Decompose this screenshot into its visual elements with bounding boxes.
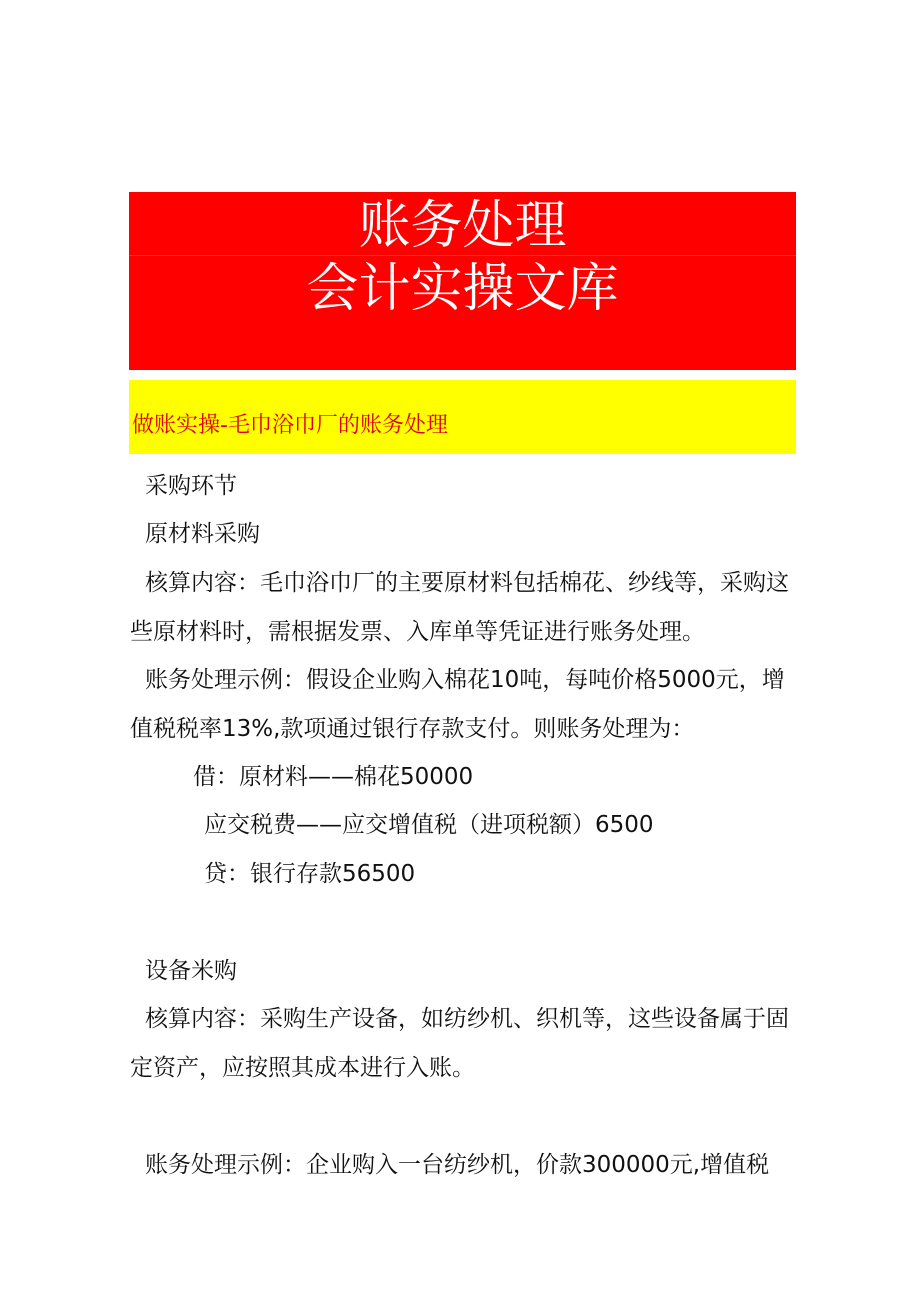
subtitle-text: 做账实操-毛巾浴巾厂的账务处理 <box>132 413 448 438</box>
journal-entry-debit: 应交税费——应交增值税（进项税额）6500 <box>204 812 654 838</box>
paragraph-line: 账务处理示例：企业购入一台纺纱机，价款300000元,增值税 <box>145 1152 770 1178</box>
paragraph-line: 定资产，应按照其成本进行入账。 <box>130 1055 475 1081</box>
journal-entry-debit: 借：原材料——棉花50000 <box>193 764 474 790</box>
subtitle-bar <box>129 380 796 454</box>
paragraph-line: 些原材料时，需根据发票、入库单等凭证进行账务处理。 <box>130 619 705 645</box>
paragraph-line: 值税税率13%,款项通过银行存款支付。则账务处理为： <box>130 716 695 742</box>
paragraph-line: 账务处理示例：假设企业购入棉花10吨，每吨价格5000元，增 <box>145 667 785 693</box>
paragraph-line: 核算内容：采购生产设备，如纺纱机、织机等，这些设备属于固 <box>145 1006 789 1032</box>
banner-title-line1: 账务处理 <box>358 196 567 256</box>
title-banner <box>129 192 796 370</box>
subsection-heading: 原材料采购 <box>145 521 260 547</box>
paragraph-line: 核算内容：毛巾浴巾厂的主要原材料包括棉花、纱线等，采购这 <box>145 570 789 596</box>
subsection-heading: 设备米购 <box>145 958 237 984</box>
journal-entry-credit: 贷：银行存款56500 <box>204 861 416 887</box>
section-heading: 采购环节 <box>145 473 237 499</box>
banner-title-line2: 会计实操文库 <box>306 259 619 319</box>
